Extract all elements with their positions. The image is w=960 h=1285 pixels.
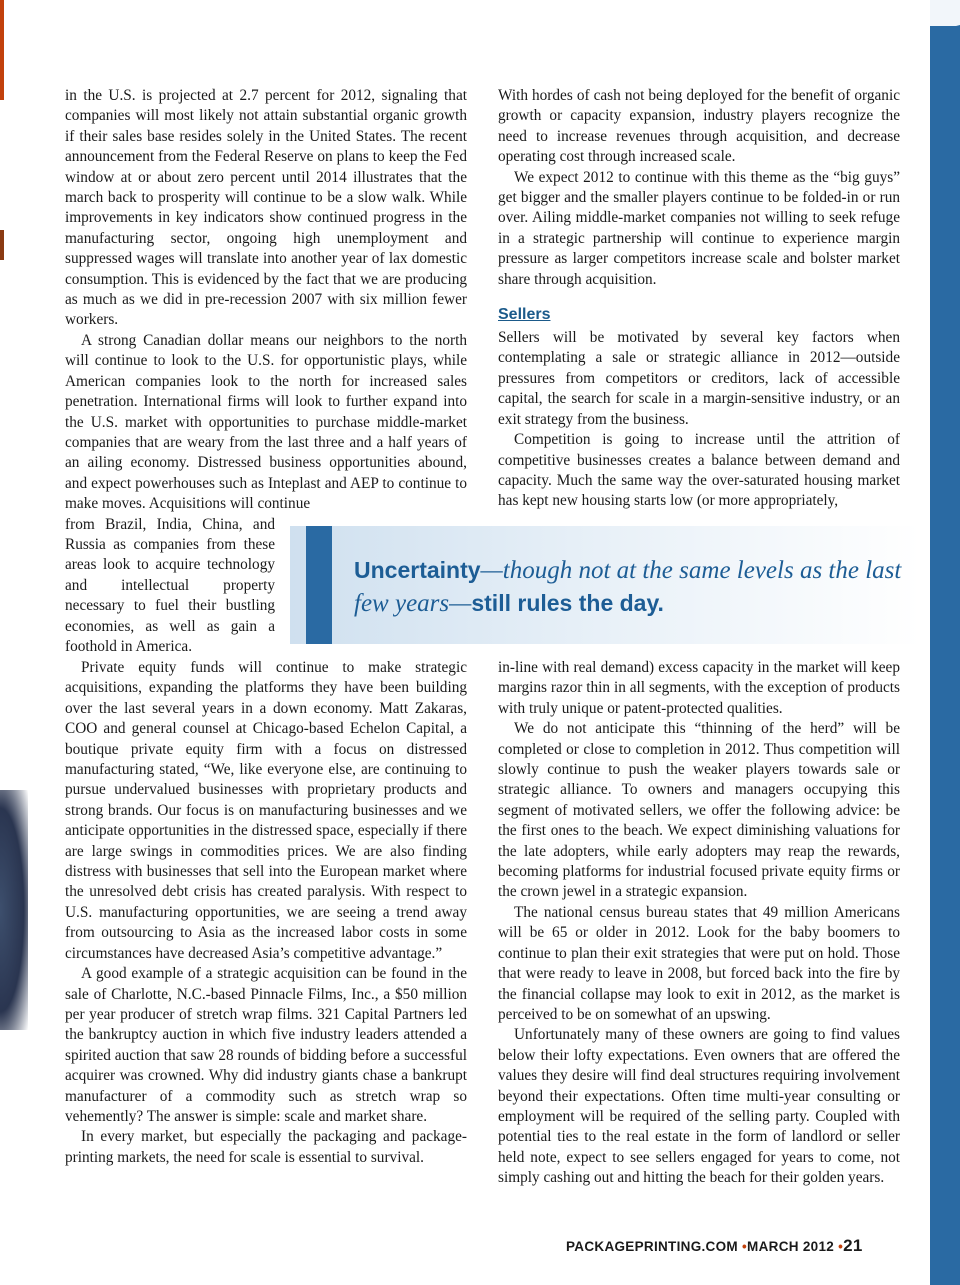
left-column-bottom [65, 658, 467, 1168]
pull-quote-text [354, 554, 914, 620]
paragraph: in-line with real demand) excess capacity in the market will keep margins razor thin in all segments, with the exception of products with truly unique or patent-protected qualities. [498, 659, 900, 717]
right-edge-bar [930, 0, 960, 1285]
paragraph: In every market, but especially the packaging and package-printing markets, the need for scale is essential to survival. [65, 1128, 467, 1166]
paragraph: A good example of a strategic acquisition can be found in the sale of Charlotte, N.C.-based Pinnacle Films, Inc., a $50 million per year producer of stretch wrap films. 321 Capital Partners led the bankruptcy auction in which five industry leaders attended a spirited auction that saw 28 rounds of bidding before a successful acquirer was crowned. Why did industry giants chase a bankrupt manufacturer of a commodity such as stretch wrap so vehemently? The answer is simple: scale and market share. [65, 965, 467, 1125]
left-edge-decoration [0, 0, 4, 100]
page-number: 21 [843, 1236, 863, 1255]
paragraph: We expect 2012 to continue with this theme as the “big guys” get bigger and the smaller players continue to be folded-in or run over. Ailing middle-market companies not willing to seek refuge in a strategic partnership will continue to experience margin pressure as larger competitors increase scale and bolster market share through acquisition. [498, 168, 900, 288]
left-edge-photo-fragment [0, 790, 28, 1030]
left-edge-decoration [0, 230, 4, 260]
footer-site: PACKAGEPRINTING.COM [566, 1239, 738, 1254]
right-column-top [498, 86, 900, 512]
paragraph: Sellers will be motivated by several key factors when contemplating a sale or strategic alliance in 2012—outside pressures from competitors or creditors, lack of accessible capital, the search for scale in a margin-sensitive industry, or an exit strategy from the business. [498, 329, 900, 428]
paragraph: Unfortunately many of these owners are going to find values below their lofty expectations. Even owners that are offered the values they desire will find deal structures requiring involvement beyond their expectations. Often time multi-year consulting or employment will be required of the selling party. Coupled with potential ties to the real estate in the form of landlord or seller held note, expect to see sellers engaged for years to come, not simply cashing out and hitting the beach for their golden years. [498, 1026, 900, 1187]
pull-quote [290, 526, 920, 644]
pull-quote-bold: Uncertainty [354, 557, 481, 583]
section-heading-sellers: Sellers [498, 306, 551, 324]
paragraph: A strong Canadian dollar means our neighbors to the north will continue to look to the U.S. for opportunistic plays, while American companies look to the north for increased sales penetration. International firms will look to further expand into the U.S. market with opportunities to purchase middle-market companies that are weary from the last three and a half years of an ailing economy. Distressed business opportunities abound, and expect powerhouses such as Inteplast and AEP to continue to make moves. Acquisitions will continue [65, 331, 467, 513]
right-column-bottom [498, 658, 900, 1189]
footer-issue: MARCH 2012 [747, 1239, 835, 1254]
paragraph: Private equity funds will continue to make strategic acquisitions, expanding the platforms they have been building over the last several years in a down economy. Matt Zakaras, COO and general counsel at Chicago-based Echelon Capital, a boutique private equity firm with a focus on distressed manufacturing stated, “We, like everyone else, are continuing to pursue undervalued businesses with proprietary products and strong brands. Our focus is on manufacturing businesses and we anticipate opportunities in the distressed space, especially if there are large swings in commodities prices. We are also finding distress with businesses that sell into the European market where the unresolved debt crisis has created paralysis. With respect to U.S. manufacturing opportunities, we are seeing a trend away from outsourcing to Asia as the increased labor costs in some circumstances have decreased Asia’s competitive advantage.” [65, 659, 467, 962]
pull-quote-italic: —though not at the same levels as the last few years— [354, 557, 902, 617]
pull-quote-bold: still rules the day. [471, 590, 664, 616]
page-footer [566, 1236, 863, 1256]
paragraph-narrow: from Brazil, India, China, and Russia as companies from these areas look to acquire technology and intellectual property necessary to fuel their bustling economies, as well as gain a foothold in America. [65, 515, 275, 655]
right-edge-top [930, 0, 960, 26]
paragraph: We do not anticipate this “thinning of the herd” will be completed or close to completion in 2012. Thus competition will slowly continue to push the weaker players towards sale or strategic alliance. To owners and managers occupying this segment of motivated sellers, we offer the following advice: be the first ones to the beach. We expect diminishing valuations for the late adopters, while early adopters may reap the rewards, becoming platforms for industrial focused private equity firms or the crown jewel in a strategic expansion. [498, 720, 900, 901]
paragraph: The national census bureau states that 49 million Americans will be 65 or older in 2012. Look for the baby boomers to continue to plan their exit strategies that were put on hold. Those that were ready to leave in 2008, but forced back into the fire by the financial collapse may look to exit in 2012, as the market is perceived to be on somewhat of an upswing. [498, 903, 900, 1023]
paragraph: With hordes of cash not being deployed for the benefit of organic growth or capacity expansion, industry players recognize the need to increase revenues through acquisition, and decrease operating cost through increased scale. [498, 87, 900, 166]
paragraph: Competition is going to increase until the attrition of competitive businesses creates a balance between demand and capacity. Much the same way the over-saturated housing market has kept new housing starts low (or more appropriately, [498, 431, 900, 510]
pull-quote-bar [306, 526, 332, 644]
paragraph: in the U.S. is projected at 2.7 percent for 2012, signaling that companies will most likely not attain substantial organic growth if their sales base resides solely in the United States. The recent announcement from the Federal Reserve on plans to keep the Fed window at or about zero percent until 2014 illustrates that the march back to prosperity will continue to be a slow walk. While improvements in key indicators show continued progress in the manufacturing sector, ongoing high unemployment and suppressed wages will translate into another year of lax domestic consumption. This is evidenced by the fact that we are producing as much as we did in pre-recession 2007 with six million fewer workers. [65, 87, 467, 329]
footer-separator: • [838, 1239, 844, 1254]
footer-separator: • [742, 1239, 748, 1254]
